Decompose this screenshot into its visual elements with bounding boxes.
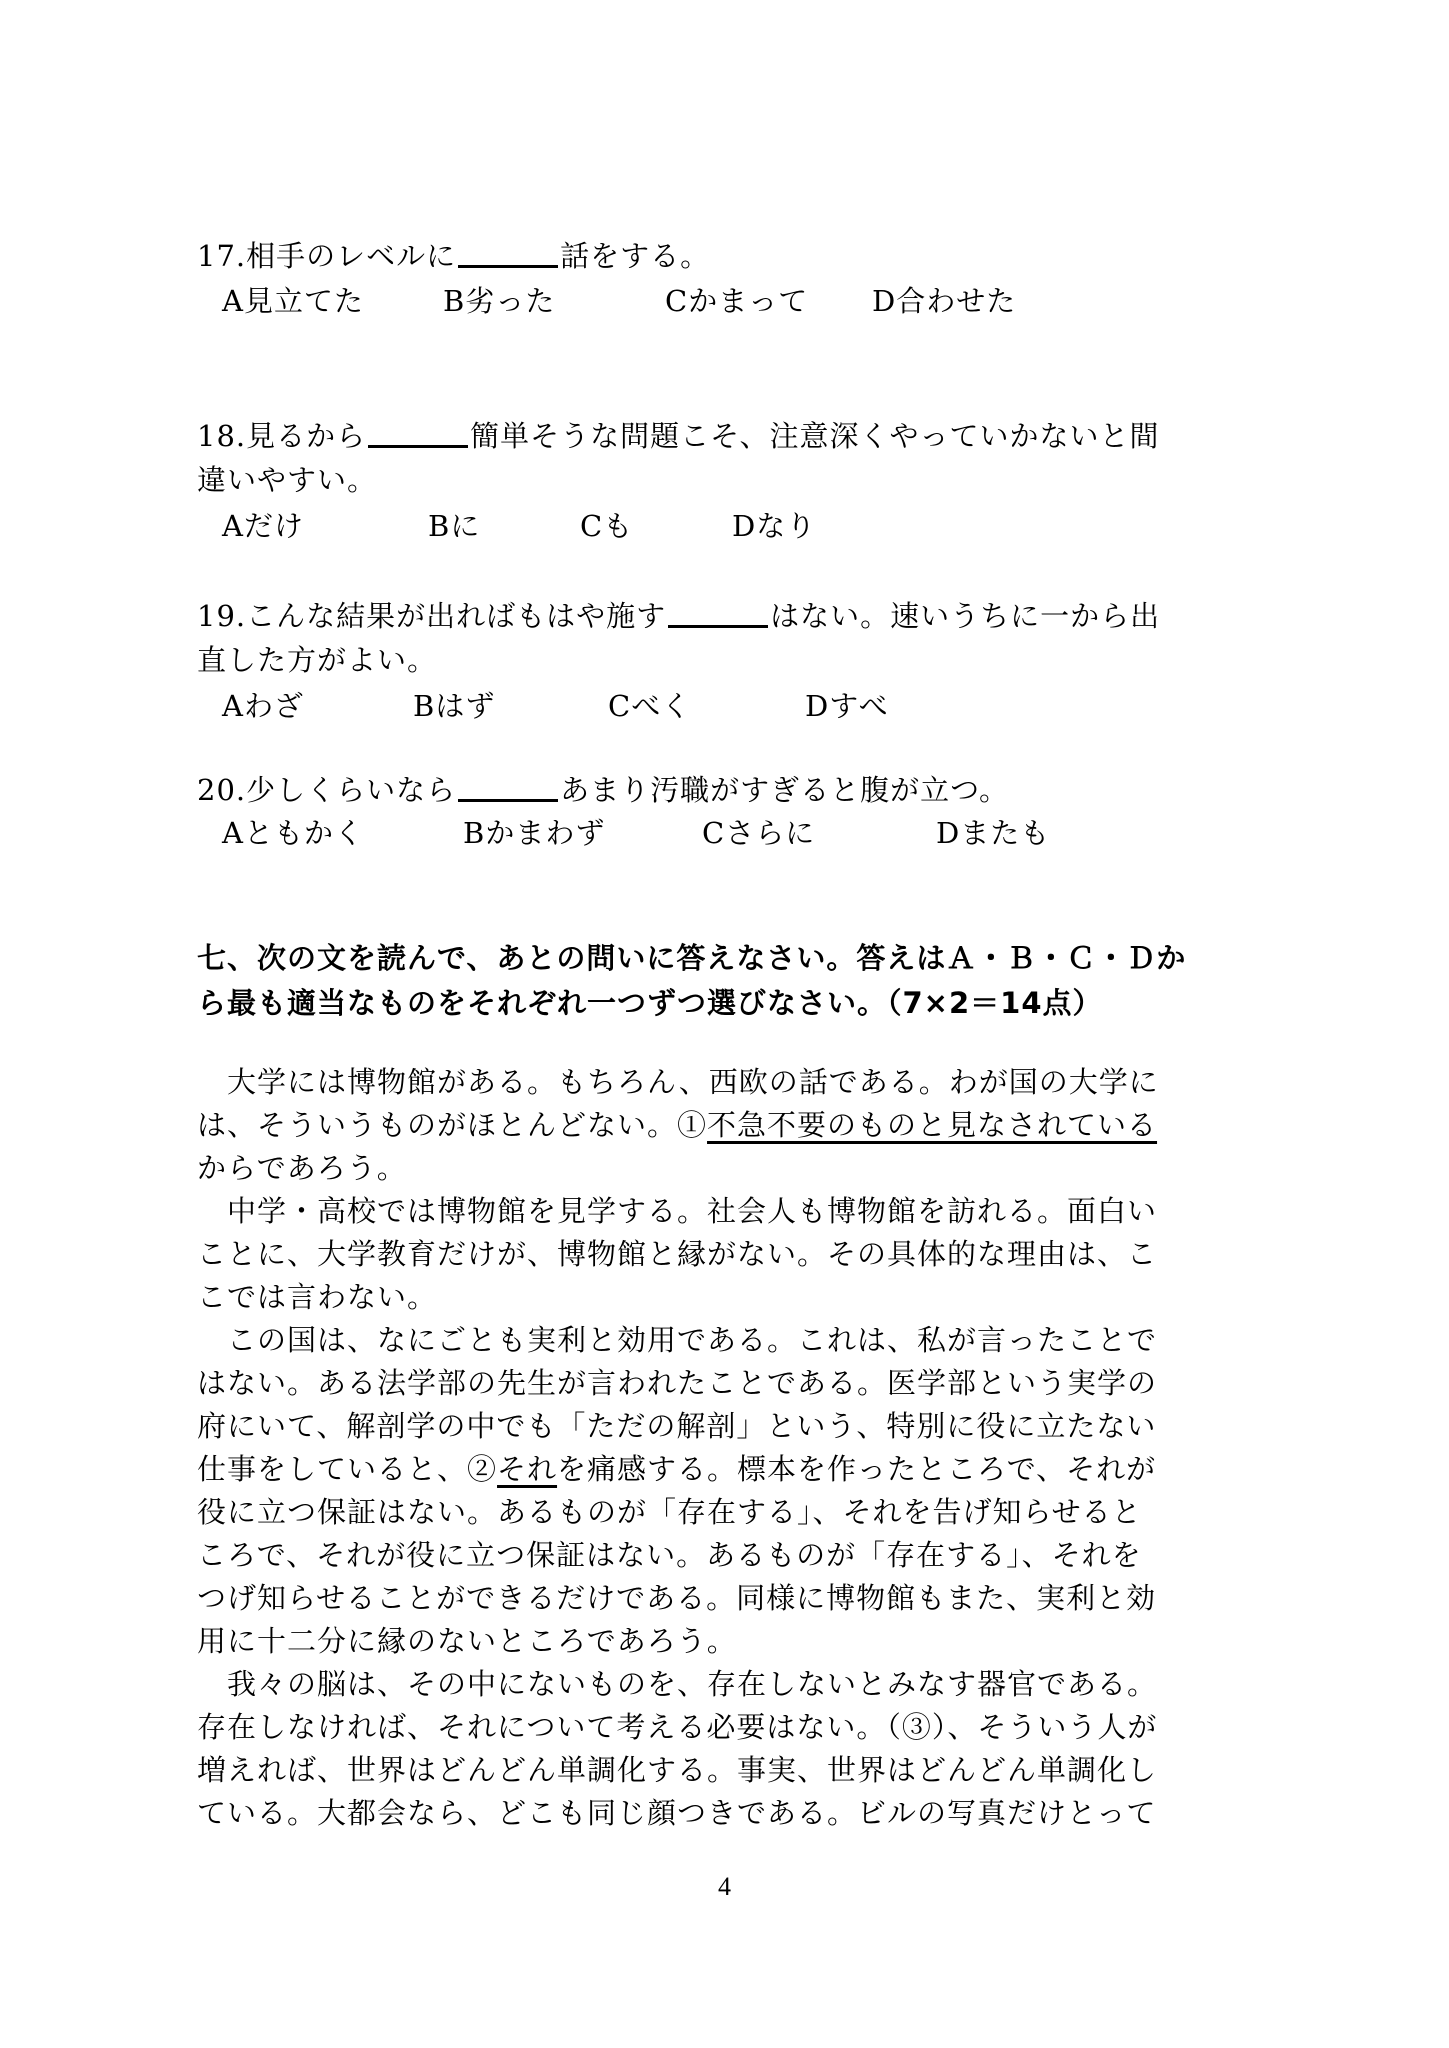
option-d: Dなり (732, 509, 817, 543)
question-text: あまり汚職がすぎると腹が立つ。 (560, 773, 1009, 807)
option-c: Cかまって (665, 284, 809, 318)
question-number: 17. (197, 239, 247, 273)
question-19-stem (197, 598, 1160, 634)
question-text: 簡単そうな問題こそ、注意深くやっていかないと間 (470, 419, 1160, 453)
passage-line: こでは言わない。 (197, 1280, 438, 1314)
option-a: Aわざ (222, 689, 304, 723)
question-text: はない。速いうちに一から出 (770, 599, 1161, 633)
question-text: 相手のレベルに (246, 239, 457, 273)
option-a: A見立てた (222, 284, 364, 318)
question-number: 19. (197, 599, 247, 633)
question-number: 18. (197, 419, 247, 453)
option-b: B劣った (443, 284, 556, 318)
passage-line: 用に十二分に縁のないところであろう。 (197, 1624, 737, 1658)
passage-line: 役に立つ保証はない。あるものが「存在する」、それを告げ知らせると (197, 1495, 1142, 1529)
option-c: Cも (580, 509, 634, 543)
option-c: Cべく (608, 689, 692, 723)
answer-blank (368, 445, 468, 448)
question-18-stem (197, 418, 1160, 454)
option-d: Dまたも (936, 816, 1051, 850)
passage-line: つげ知らせることができるだけである。同様に博物館もまた、実利と効 (197, 1581, 1157, 1615)
option-a: Aともかく (222, 816, 364, 850)
option-d: D合わせた (872, 284, 1017, 318)
question-19-stem-line2: 直した方がよい。 (197, 643, 438, 677)
passage-line: は、そういうものがほとんどない。①不急不要のものと見なされている (197, 1108, 1158, 1142)
underlined-phrase-2: それ (497, 1452, 558, 1486)
passage-line: ことに、大学教育だけが、博物館と縁がない。その具体的な理由は、こ (197, 1237, 1158, 1271)
question-17-stem (197, 238, 710, 274)
passage-line: 府にいて、解剖学の中でも「ただの解剖」という、特別に役に立たない (197, 1409, 1157, 1443)
answer-blank (668, 625, 768, 628)
question-18-stem-line2: 違いやすい。 (197, 463, 378, 497)
option-d: Dすべ (805, 689, 889, 723)
passage-line: ている。大都会なら、どこも同じ顔つきである。ビルの写真だけとって (197, 1796, 1157, 1830)
passage-line: からであろう。 (197, 1151, 407, 1185)
question-text: 見るから (246, 419, 367, 453)
page-number: 4 (718, 1872, 731, 1901)
option-b: Bかまわず (463, 816, 606, 850)
passage-line: はない。ある法学部の先生が言われたことである。医学部という実学の (197, 1366, 1158, 1400)
answer-blank (458, 799, 558, 802)
underline-marker-2: ② (467, 1452, 498, 1486)
option-b: Bはず (413, 689, 496, 723)
option-c: Cさらに (702, 816, 816, 850)
question-20-stem (197, 772, 1009, 808)
question-number: 20. (197, 773, 247, 807)
question-text: 少しくらいなら (246, 773, 457, 807)
option-b: Bに (428, 509, 481, 543)
passage-line: ころで、それが役に立つ保証はない。あるものが「存在する」、それを (197, 1538, 1142, 1572)
passage-line: この国は、なにごとも実利と効用である。これは、私が言ったことで (197, 1323, 1158, 1357)
option-a: Aだけ (222, 509, 304, 543)
answer-blank (458, 265, 558, 268)
underline-marker-1: ① (677, 1108, 708, 1142)
question-text: こんな結果が出ればもはや施す (246, 599, 667, 633)
underlined-phrase-1: 不急不要のものと見なされている (707, 1108, 1158, 1142)
passage-line: 存在しなければ、それについて考える必要はない。（③）、そういう人が (197, 1710, 1158, 1744)
passage-line: 我々の脳は、その中にないものを、存在しないとみなす器官である。 (197, 1667, 1158, 1701)
passage-line: 大学には博物館がある。もちろん、西欧の話である。わが国の大学に (197, 1065, 1159, 1099)
passage-line: 増えれば、世界はどんどん単調化する。事実、世界はどんどん単調化し (197, 1753, 1158, 1787)
question-text: 話をする。 (560, 239, 711, 273)
section-heading-line2: ら最も適当なものをそれぞれ一つずつ選びなさい。（7×2＝14点） (197, 986, 1103, 1020)
passage-line: 仕事をしていると、②それを痛感する。標本を作ったところで、それが (197, 1452, 1157, 1486)
passage-line: 中学・高校では博物館を見学する。社会人も博物館を訪れる。面白い (197, 1194, 1158, 1228)
section-heading-line1: 七、次の文を読んで、あとの問いに答えなさい。答えはＡ・Ｂ・Ｃ・Ｄか (197, 941, 1187, 975)
